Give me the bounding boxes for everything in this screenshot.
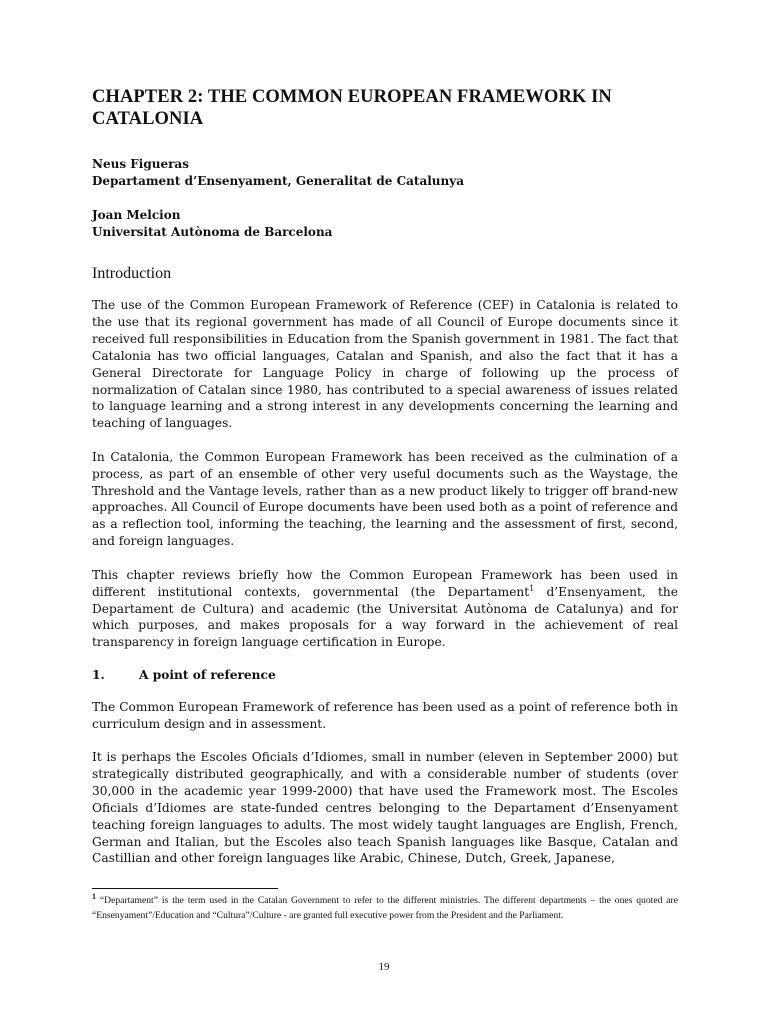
author-block: [92, 156, 678, 190]
body-paragraph: In Catalonia, the Common European Framework has been received as the culmination of a process, as part of an ensemble of other very useful documents such as the Waystage, the Threshold and the Vantage levels, rather than as a new product likely to trigger off brand-new approaches. All Council of Europe documents have been used both as a point of reference and as a reflection tool, informing the teaching, the learning and the assessment of first, second, and foreign languages.: [92, 449, 678, 549]
footnote-marker: 1: [92, 891, 96, 901]
chapter-title: CHAPTER 2: THE COMMON EUROPEAN FRAMEWORK IN CATALONIA: [92, 87, 612, 129]
body-paragraph: The Common European Framework of reference has been used as a point of reference both in curriculum design and in assessment.: [92, 699, 678, 731]
author-affiliation: Universitat Autònoma de Barcelona: [92, 225, 333, 239]
footnote-divider: [92, 888, 278, 889]
footnote-text: “Departament” is the term used in the Catalan Government to refer to the different ministries. The different departments – the ones quoted are “Ensenyament”/Education and “Cultura”/Culture - are granted full executive power from the President and the Parliament.: [92, 895, 678, 921]
footnote-reference[interactable]: 1: [529, 583, 535, 593]
page-number: 19: [378, 961, 390, 973]
paragraph-text: d’Ensenyament, the Departament de Cultura) and academic (the Universitat Autònoma de Catalunya) and for which purposes, and makes proposals for a way forward in the achievement of real transparency in foreign language certification in Europe.: [92, 584, 678, 650]
author-name: Joan Melcion: [92, 208, 181, 222]
author-affiliation: Departament d’Ensenyament, Generalitat de Catalunya: [92, 174, 464, 188]
paragraph-text: This chapter reviews briefly how the Common European Framework has been used in different institutional contexts, governmental (the Departament: [92, 567, 678, 599]
footnote: [92, 893, 678, 923]
author-list: [92, 156, 678, 241]
body-paragraph: It is perhaps the Escoles Oficials d’Idiomes, small in number (eleven in September 2000) but strategically distributed geographically, and with a considerable number of students (over 30,000 in the academic year 1999-2000) that have used the Framework most. The Escoles Oficials d’Idiomes are state-funded centres belonging to the Departament d’Ensenyament teaching foreign languages to adults. The most widely taught languages are English, French, German and Italian, but the Escoles also teach Spanish languages like Basque, Catalan and Castillian and other foreign languages like Arabic, Chinese, Dutch, Greek, Japanese,: [92, 750, 678, 866]
page-body: [92, 86, 678, 884]
author-block: [92, 207, 678, 241]
section-number: 1.: [92, 667, 105, 682]
body-paragraph: [92, 567, 678, 652]
author-name: Neus Figueras: [92, 157, 189, 171]
section-title: A point of reference: [139, 667, 276, 682]
section-heading: [92, 668, 678, 682]
body-paragraph: The use of the Common European Framework of Reference (CEF) in Catalonia is related to the use that its regional government has made of all Council of Europe documents since it received full responsibilities in Education from the Spanish government in 1981. The fact that Catalonia has two official languages, Catalan and Spanish, and also the fact that it has a General Directorate for Language Policy in charge of following up the process of normalization of Catalan since 1980, has contributed to a special awareness of issues related to language learning and a strong interest in any developments concerning the learning and teaching of languages.: [92, 298, 678, 431]
introduction-heading: Introduction: [92, 265, 172, 282]
